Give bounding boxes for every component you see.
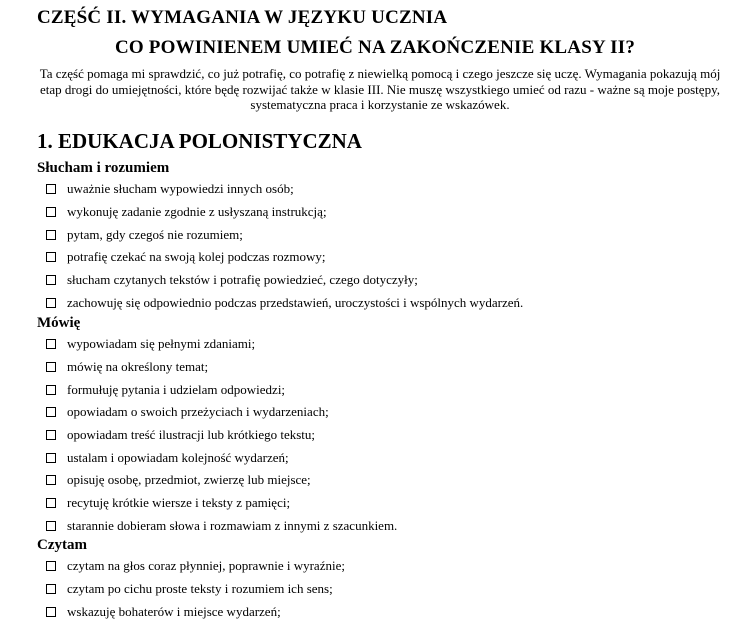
checkbox[interactable] (46, 230, 56, 240)
group-speaking (37, 313, 737, 537)
checkbox[interactable] (46, 561, 56, 571)
item-label: formułuję pytania i udzielam odpowiedzi; (67, 381, 286, 397)
checklist-item[interactable] (37, 378, 737, 401)
part-subtitle: CO POWINIENEM UMIEĆ NA ZAKOŃCZENIE KLASY II? (114, 37, 636, 58)
checkbox[interactable] (46, 498, 56, 508)
checklist-item[interactable] (37, 555, 737, 578)
checkbox[interactable] (46, 275, 56, 285)
checklist-item[interactable] (37, 246, 737, 269)
checklist-item[interactable] (37, 269, 737, 292)
checklist-item[interactable] (37, 600, 737, 623)
checklist-item[interactable] (37, 446, 737, 469)
item-label: mówię na określony temat; (67, 359, 209, 375)
checkbox[interactable] (46, 184, 56, 194)
checkbox[interactable] (46, 407, 56, 417)
checklist-item[interactable] (37, 201, 737, 224)
checkbox[interactable] (46, 252, 56, 262)
checkbox[interactable] (46, 298, 56, 308)
checklist-item[interactable] (37, 401, 737, 424)
item-label: czytam po cichu proste teksty i rozumiem ich sens; (67, 581, 333, 597)
checkbox[interactable] (46, 607, 56, 617)
checklist-item[interactable] (37, 356, 737, 379)
item-label: czytam na głos coraz płynniej, poprawnie i wyraźnie; (67, 558, 345, 574)
intro-paragraph: Ta część pomaga mi sprawdzić, co już potrafię, co potrafię z niewielką pomocą i czego jeszcze się uczę. Wymagania pokazują mój etap drogi do umiejętności, które będę rozwijać także w klasie III. Nie muszę wszystkiego umieć od razu - ważne są moje postępy, systematyczna praca i korzystanie ze wskazówek. (39, 66, 721, 112)
checklist-item[interactable] (37, 469, 737, 492)
section-heading: 1. EDUKACJA POLONISTYCZNA (37, 129, 362, 153)
checklist-item[interactable] (37, 492, 737, 515)
checkbox[interactable] (46, 362, 56, 372)
checkbox[interactable] (46, 521, 56, 531)
checklist-item[interactable] (37, 223, 737, 246)
group-reading (37, 535, 737, 623)
checklist-item[interactable] (37, 424, 737, 447)
group-title: Czytam (37, 537, 87, 553)
item-label: uważnie słucham wypowiedzi innych osób; (67, 181, 294, 197)
item-label: starannie dobieram słowa i rozmawiam z innymi z szacunkiem. (67, 517, 398, 533)
item-label: pytam, gdy czegoś nie rozumiem; (67, 226, 243, 242)
checkbox[interactable] (46, 453, 56, 463)
group-title: Słucham i rozumiem (37, 160, 170, 176)
checkbox[interactable] (46, 430, 56, 440)
item-label: recytuję krótkie wiersze i teksty z pamięci; (67, 495, 291, 511)
item-label: wykonuję zadanie zgodnie z usłyszaną instrukcją; (67, 204, 327, 220)
item-label: potrafię czekać na swoją kolej podczas rozmowy; (67, 249, 326, 265)
item-label: wypowiadam się pełnymi zdaniami; (67, 336, 256, 352)
checkbox[interactable] (46, 385, 56, 395)
item-label: opowiadam o swoich przeżyciach i wydarzeniach; (67, 404, 329, 420)
checklist-item[interactable] (37, 333, 737, 356)
checkbox[interactable] (46, 207, 56, 217)
item-label: opowiadam treść ilustracji lub krótkiego tekstu; (67, 427, 316, 443)
item-label: zachowuję się odpowiednio podczas przedstawień, uroczystości i wspólnych wydarzeń. (67, 294, 524, 310)
item-label: słucham czytanych tekstów i potrafię powiedzieć, czego dotyczyły; (67, 272, 418, 288)
checklist-item[interactable] (37, 178, 737, 201)
checkbox[interactable] (46, 339, 56, 349)
checkbox[interactable] (46, 584, 56, 594)
checklist-item[interactable] (37, 291, 737, 314)
item-label: opisuję osobę, przedmiot, zwierzę lub miejsce; (67, 472, 311, 488)
checkbox[interactable] (46, 475, 56, 485)
item-label: ustalam i opowiadam kolejność wydarzeń; (67, 449, 289, 465)
checklist-item[interactable] (37, 578, 737, 601)
group-listening (37, 158, 737, 314)
part-title: CZĘŚĆ II. WYMAGANIA W JĘZYKU UCZNIA (37, 7, 448, 28)
checklist-item[interactable] (37, 515, 737, 538)
group-title: Mówię (37, 315, 81, 331)
item-label: wskazuję bohaterów i miejsce wydarzeń; (67, 603, 281, 619)
